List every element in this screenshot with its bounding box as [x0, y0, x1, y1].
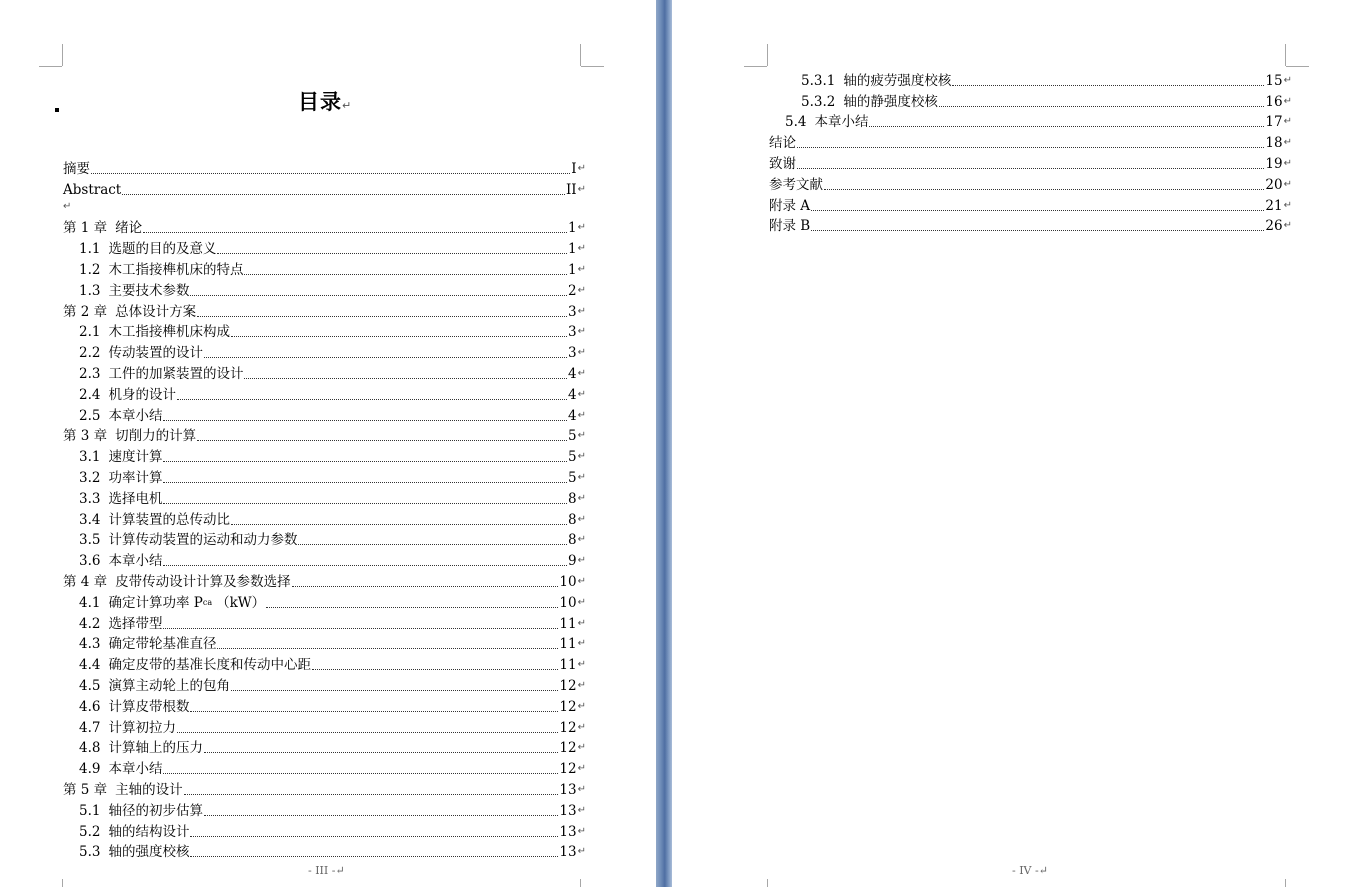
toc-entry-number: 5.3.1: [801, 72, 836, 89]
toc-entry[interactable]: [79, 278, 586, 299]
paragraph-mark: ↵: [577, 804, 586, 816]
toc-dot-leader: [939, 106, 1265, 107]
toc-entry[interactable]: [63, 156, 586, 177]
paragraph-mark: ↵: [577, 263, 586, 275]
toc-entry-page: 20: [1265, 176, 1283, 193]
toc-entry-number: 2.4: [79, 386, 101, 403]
toc-dot-leader: [824, 189, 1264, 190]
paragraph-bullet: [55, 108, 59, 112]
toc-entry[interactable]: [79, 694, 586, 715]
toc-entry-label: Abstract: [63, 181, 122, 198]
crop-mark: [1285, 44, 1286, 66]
crop-mark: [580, 879, 581, 887]
paragraph-mark: ↵: [1283, 95, 1292, 107]
toc-dot-leader: [177, 399, 567, 400]
toc-entry-page: 8: [568, 490, 577, 507]
toc-entry-label: 致谢: [769, 155, 796, 172]
paragraph-mark: ↵: [1283, 157, 1292, 169]
toc-entry[interactable]: [79, 756, 586, 777]
toc-entry-number: 4.2: [79, 615, 101, 632]
paragraph-mark: ↵: [1283, 199, 1292, 211]
toc-entry-label: 本章小结: [108, 761, 163, 778]
paragraph-mark: ↵: [577, 430, 586, 442]
toc-entry-number: 1.1: [79, 241, 101, 258]
toc-entry-label: 本章小结: [108, 553, 163, 570]
toc-entry[interactable]: [79, 736, 586, 757]
toc-entry[interactable]: [79, 361, 586, 382]
toc-entry-page: 5: [568, 428, 577, 445]
toc-entry[interactable]: [79, 340, 586, 361]
toc-entry-label: 皮带传动设计计算及参数选择: [115, 573, 291, 590]
toc-entry-page: I: [571, 160, 577, 177]
toc-entry-page: 13: [559, 844, 577, 861]
paragraph-mark: ↵: [1283, 178, 1292, 190]
crop-mark: [62, 879, 63, 887]
toc-dot-leader: [231, 524, 567, 525]
toc-dot-leader: [244, 274, 567, 275]
toc-entry-number: 第 5 章: [63, 781, 108, 798]
toc-entry-page: 10: [559, 594, 577, 611]
toc-entry-page: 12: [559, 698, 577, 715]
toc-dot-leader: [190, 836, 558, 837]
toc-dot-leader: [163, 420, 567, 421]
toc-entry-number: 第 2 章: [63, 303, 108, 320]
toc-entry-number: 2.2: [79, 345, 101, 362]
toc-entry-label: 切削力的计算: [115, 428, 197, 445]
toc-entry-number: 2.3: [79, 365, 101, 382]
toc-entry-number: 2.1: [79, 324, 101, 341]
toc-dot-leader: [197, 440, 567, 441]
toc-entry-label: 计算轴上的压力: [108, 740, 203, 757]
toc-entry-label: 选题的目的及意义: [108, 241, 217, 258]
toc-entry-page: 10: [559, 573, 577, 590]
toc-entry-label: 参考文献: [769, 176, 823, 193]
toc-entry-number: 3.4: [79, 511, 101, 528]
paragraph-mark: ↵: [577, 783, 586, 795]
toc-entry-page: 8: [568, 532, 577, 549]
toc-entry[interactable]: [769, 151, 1292, 172]
paragraph-mark: ↵: [1283, 137, 1292, 149]
paragraph-mark: ↵: [577, 347, 586, 359]
paragraph-mark: ↵: [577, 742, 586, 754]
toc-entry-page: 3: [568, 345, 577, 362]
toc-entry-page: 17: [1265, 114, 1283, 131]
toc-entry-number: 4.8: [79, 740, 101, 757]
toc-entry[interactable]: [79, 507, 586, 528]
toc-entry[interactable]: [79, 652, 586, 673]
toc-entry[interactable]: [63, 299, 586, 320]
toc-entry-label: 选择电机: [108, 490, 163, 507]
toc-dot-leader: [811, 230, 1264, 231]
toc-entry-label: 计算皮带根数: [108, 698, 190, 715]
toc-entry-label: 附录 B: [769, 218, 811, 235]
toc-dot-leader: [163, 773, 558, 774]
paragraph-mark: ↵: [342, 99, 353, 112]
toc-dot-leader: [952, 85, 1264, 86]
toc-entry-page: 12: [559, 719, 577, 736]
paragraph-mark: ↵: [577, 534, 586, 546]
toc-entry-label: 确定计算功率 P: [108, 594, 203, 611]
toc-entry-label: 速度计算: [108, 449, 163, 466]
toc-entry-number: 第 4 章: [63, 573, 108, 590]
toc-entry-label: 计算传动装置的运动和动力参数: [108, 532, 298, 549]
toc-entry[interactable]: [79, 673, 586, 694]
toc-dot-leader: [811, 210, 1264, 211]
toc-entry-number: 3.6: [79, 553, 101, 570]
toc-entry-number: 5.3: [79, 844, 101, 861]
paragraph-mark: ↵: [577, 555, 586, 567]
toc-entry-page: 4: [568, 386, 577, 403]
toc-dot-leader: [143, 232, 567, 233]
toc-entry-subscript: ca: [202, 597, 213, 607]
crop-mark: [62, 44, 63, 66]
toc-entry[interactable]: [63, 216, 586, 237]
toc-entry-number: 5.4: [785, 114, 807, 131]
toc-entry-page: 5: [568, 469, 577, 486]
empty-paragraph: ↵: [63, 200, 72, 212]
crop-mark: [767, 879, 768, 887]
toc-entry[interactable]: [801, 68, 1292, 89]
page-iv: [672, 0, 1360, 887]
toc-entry-label: 计算初拉力: [108, 719, 176, 736]
toc-entry-label: 选择带型: [108, 615, 163, 632]
toc-dot-leader: [298, 544, 567, 545]
toc-entry-label: 摘要: [63, 160, 90, 177]
toc-entry-page: 5: [568, 449, 577, 466]
toc-entry[interactable]: [785, 110, 1292, 131]
toc-entry-number: 4.3: [79, 636, 101, 653]
toc-list-left: [0, 156, 586, 860]
paragraph-mark: ↵: [1283, 116, 1292, 128]
toc-dot-leader: [869, 126, 1264, 127]
paragraph-mark: ↵: [577, 388, 586, 400]
toc-dot-leader: [177, 732, 558, 733]
toc-entry-label: 轴的结构设计: [108, 823, 190, 840]
toc-entry-number: 1.2: [79, 261, 101, 278]
toc-entry[interactable]: [79, 819, 586, 840]
toc-entry[interactable]: [79, 444, 586, 465]
toc-entry-page: 11: [559, 615, 577, 632]
toc-entry-label: 绪论: [115, 220, 143, 237]
toc-entry-label: 轴的静强度校核: [843, 93, 938, 110]
toc-entry[interactable]: [79, 611, 586, 632]
toc-entry-label: 确定皮带的基准长度和传动中心距: [108, 657, 311, 674]
crop-mark: [744, 66, 767, 67]
toc-entry-label: 演算主动轮上的包角: [108, 677, 230, 694]
crop-mark: [39, 66, 62, 67]
toc-entry-number: 2.5: [79, 407, 101, 424]
paragraph-mark: ↵: [1283, 74, 1292, 86]
toc-entry-page: 13: [559, 802, 577, 819]
toc-dot-leader: [217, 253, 567, 254]
paragraph-mark: ↵: [577, 451, 586, 463]
toc-entry-label: 主要技术参数: [108, 282, 190, 299]
toc-entry-page: 16: [1265, 93, 1283, 110]
crop-mark: [1285, 879, 1286, 887]
toc-entry-page: 12: [559, 761, 577, 778]
paragraph-mark: ↵: [577, 162, 586, 174]
paragraph-mark: ↵: [577, 617, 586, 629]
page-iii: [0, 0, 656, 887]
paragraph-mark: ↵: [577, 367, 586, 379]
crop-mark: [581, 66, 604, 67]
toc-dot-leader: [163, 503, 567, 504]
toc-dot-leader: [266, 607, 558, 608]
toc-entry-number: 3.2: [79, 469, 101, 486]
paragraph-mark: ↵: [577, 471, 586, 483]
toc-dot-leader: [231, 336, 567, 337]
toc-dot-leader: [163, 461, 567, 462]
toc-dot-leader: [163, 628, 558, 629]
toc-entry-page: 8: [568, 511, 577, 528]
toc-entry[interactable]: [79, 382, 586, 403]
toc-title-text: 目录: [298, 90, 342, 114]
toc-entry-label: 本章小结: [108, 407, 163, 424]
toc-entry[interactable]: [79, 715, 586, 736]
toc-dot-leader: [163, 482, 567, 483]
toc-dot-leader: [217, 648, 558, 649]
paragraph-mark: ↵: [577, 679, 586, 691]
toc-entry-page: 1: [568, 261, 577, 278]
toc-entry-page: 2: [568, 282, 577, 299]
toc-dot-leader: [204, 357, 567, 358]
toc-entry-page: 11: [559, 636, 577, 653]
toc-entry-page: 15: [1265, 72, 1283, 89]
toc-entry-page: 1: [568, 220, 577, 237]
paragraph-mark: ↵: [577, 243, 586, 255]
toc-entry[interactable]: [79, 798, 586, 819]
crop-mark: [767, 44, 768, 66]
toc-entry-number: 4.4: [79, 657, 101, 674]
toc-entry[interactable]: [63, 569, 586, 590]
toc-entry-number: 第 3 章: [63, 428, 108, 445]
toc-entry-number: 4.5: [79, 677, 101, 694]
toc-entry[interactable]: [63, 424, 586, 445]
toc-entry-label: 主轴的设计: [115, 781, 183, 798]
paragraph-mark: ↵: [577, 492, 586, 504]
toc-entry[interactable]: [769, 172, 1292, 193]
toc-entry-label: 轴的强度校核: [108, 844, 190, 861]
paragraph-mark: ↵: [577, 326, 586, 338]
toc-dot-leader: [122, 194, 565, 195]
toc-entry[interactable]: [769, 193, 1292, 214]
toc-entry-number: 5.1: [79, 802, 101, 819]
paragraph-mark: ↵: [577, 409, 586, 421]
toc-entry-page: 21: [1265, 197, 1283, 214]
page-number: - III -: [308, 864, 336, 877]
toc-entry[interactable]: [63, 177, 586, 198]
toc-entry-label: 传动装置的设计: [108, 345, 203, 362]
toc-entry-number: 4.1: [79, 594, 101, 611]
toc-entry-page: 26: [1265, 218, 1283, 235]
toc-dot-leader: [312, 669, 558, 670]
toc-entry-number: 5.3.2: [801, 93, 836, 110]
toc-entry[interactable]: [79, 590, 586, 611]
paragraph-mark: ↵: [577, 721, 586, 733]
toc-entry-page: 4: [568, 365, 577, 382]
crop-mark: [580, 44, 581, 66]
toc-entry-label: 轴的疲劳强度校核: [843, 72, 952, 89]
paragraph-mark: ↵: [1283, 220, 1292, 232]
toc-dot-leader: [190, 295, 567, 296]
paragraph-mark: ↵: [577, 846, 586, 858]
toc-dot-leader: [231, 690, 558, 691]
paragraph-mark: ↵: [577, 638, 586, 650]
paragraph-mark: ↵: [577, 700, 586, 712]
toc-list-right: [672, 68, 1292, 234]
toc-entry-page: 13: [559, 781, 577, 798]
toc-entry-page: 3: [568, 324, 577, 341]
toc-dot-leader: [204, 815, 558, 816]
toc-entry[interactable]: [79, 632, 586, 653]
toc-entry[interactable]: [79, 486, 586, 507]
toc-dot-leader: [190, 711, 558, 712]
toc-entry-number: 4.6: [79, 698, 101, 715]
toc-entry-label: 附录 A: [769, 197, 811, 214]
toc-entry-label: 计算装置的总传动比: [108, 511, 230, 528]
paragraph-mark: ↵: [577, 825, 586, 837]
toc-entry-label: 总体设计方案: [115, 303, 197, 320]
toc-entry-suffix: （kW）: [216, 594, 266, 611]
toc-dot-leader: [797, 168, 1264, 169]
toc-entry-label: 确定带轮基准直径: [108, 636, 217, 653]
paragraph-mark: ↵: [577, 575, 586, 587]
page-gap: [656, 0, 672, 887]
toc-entry-number: 4.9: [79, 761, 101, 778]
toc-entry-number: 3.1: [79, 449, 101, 466]
toc-entry-page: 9: [568, 553, 577, 570]
toc-entry[interactable]: [79, 236, 586, 257]
toc-entry[interactable]: [79, 548, 586, 569]
toc-entry-number: 1.3: [79, 282, 101, 299]
paragraph-mark: ↵: [577, 596, 586, 608]
paragraph-mark: ↵: [577, 659, 586, 671]
toc-entry-label: 功率计算: [108, 469, 163, 486]
page-number: - IV -: [1012, 864, 1039, 877]
toc-entry[interactable]: [769, 214, 1292, 235]
toc-entry-label: 木工指接榫机床构成: [108, 324, 230, 341]
toc-entry-page: 12: [559, 740, 577, 757]
toc-entry-page: 13: [559, 823, 577, 840]
toc-entry[interactable]: [79, 465, 586, 486]
toc-dot-leader: [190, 856, 558, 857]
toc-entry-number: 3.5: [79, 532, 101, 549]
toc-entry[interactable]: [79, 528, 586, 549]
toc-entry-page: 11: [559, 657, 577, 674]
toc-entry-label: 工件的加紧装置的设计: [108, 365, 244, 382]
page-footer-iii: [308, 864, 345, 877]
toc-entry-page: 1: [568, 241, 577, 258]
toc-dot-leader: [163, 565, 567, 566]
crop-mark: [1286, 66, 1309, 67]
toc-entry[interactable]: [79, 840, 586, 861]
toc-entry-label: 木工指接榫机床的特点: [108, 261, 244, 278]
toc-dot-leader: [797, 147, 1264, 148]
toc-entry[interactable]: [79, 320, 586, 341]
toc-entry[interactable]: [801, 89, 1292, 110]
paragraph-mark: ↵: [1038, 864, 1048, 877]
toc-entry[interactable]: [79, 257, 586, 278]
toc-dot-leader: [197, 316, 567, 317]
toc-dot-leader: [184, 794, 559, 795]
paragraph-mark: ↵: [577, 222, 586, 234]
toc-entry-number: 4.7: [79, 719, 101, 736]
toc-dot-leader: [292, 586, 559, 587]
paragraph-mark: ↵: [577, 305, 586, 317]
toc-entry-page: 19: [1265, 155, 1283, 172]
toc-entry-label: 轴径的初步估算: [108, 802, 203, 819]
paragraph-mark: ↵: [577, 763, 586, 775]
toc-entry-page: II: [565, 181, 577, 198]
toc-entry-number: 5.2: [79, 823, 101, 840]
toc-entry-page: 4: [568, 407, 577, 424]
toc-dot-leader: [91, 173, 570, 174]
paragraph-mark: ↵: [335, 864, 345, 877]
toc-entry-number: 3.3: [79, 490, 101, 507]
toc-entry-label: 机身的设计: [108, 386, 176, 403]
page-footer-iv: [1012, 864, 1048, 877]
toc-entry-label: 本章小结: [814, 114, 869, 131]
toc-title: [298, 86, 352, 116]
toc-entry[interactable]: [769, 130, 1292, 151]
toc-entry[interactable]: [79, 403, 586, 424]
toc-entry[interactable]: [63, 777, 586, 798]
paragraph-mark: ↵: [577, 183, 586, 195]
toc-dot-leader: [204, 752, 558, 753]
paragraph-mark: ↵: [577, 284, 586, 296]
paragraph-mark: ↵: [577, 513, 586, 525]
toc-entry-page: 18: [1265, 135, 1283, 152]
toc-entry-number: 第 1 章: [63, 220, 108, 237]
toc-entry-page: 3: [568, 303, 577, 320]
toc-entry-label: 结论: [769, 135, 796, 152]
toc-entry-page: 12: [559, 677, 577, 694]
toc-dot-leader: [244, 378, 567, 379]
